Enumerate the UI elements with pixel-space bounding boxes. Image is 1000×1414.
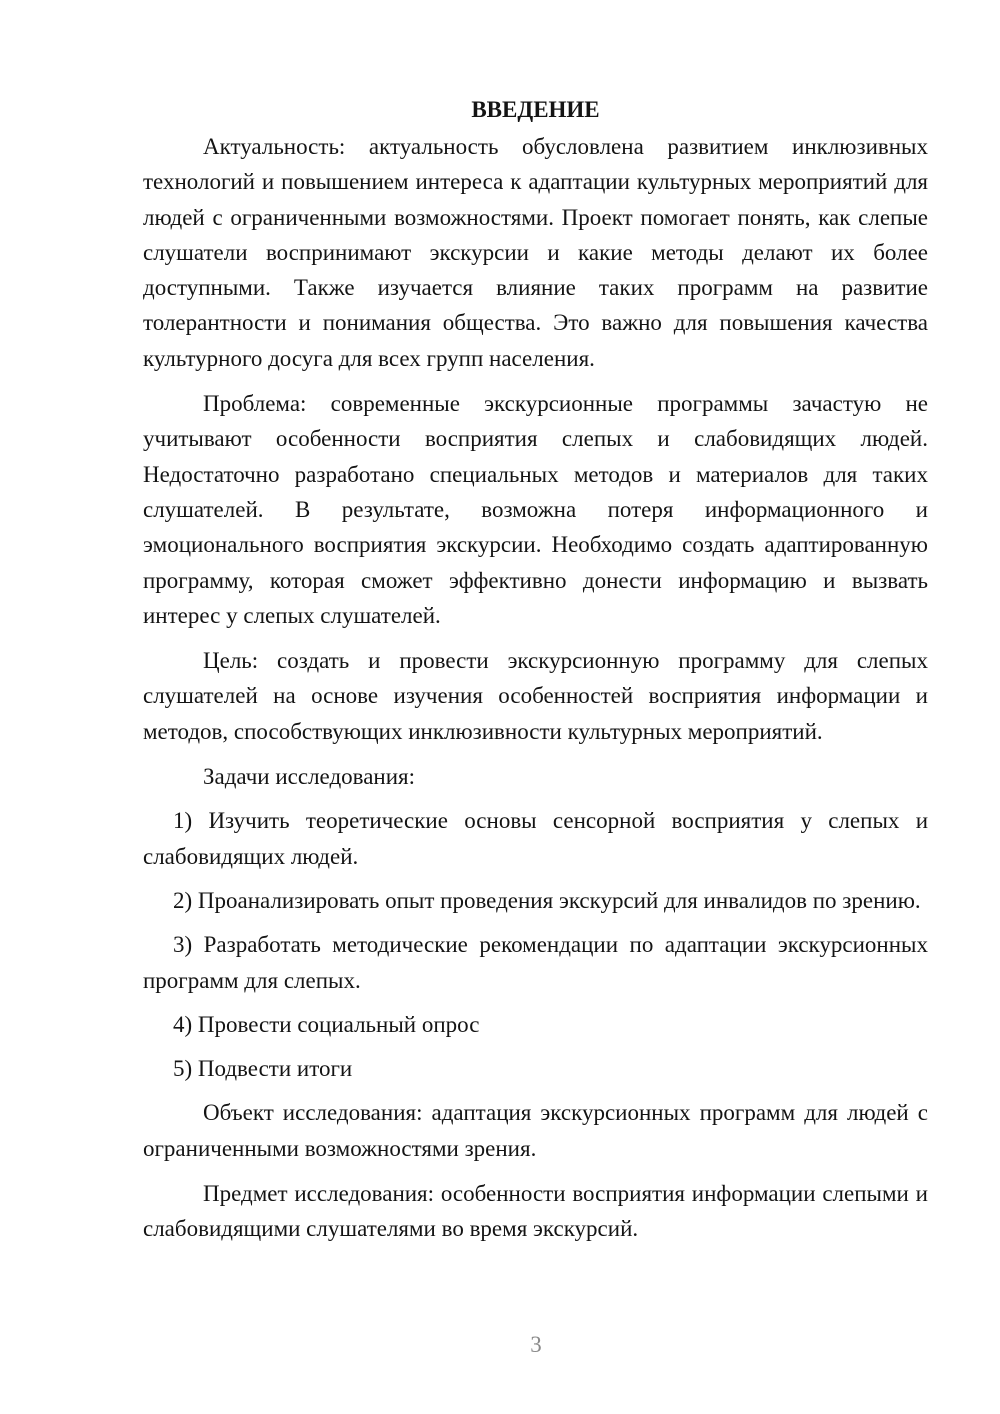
subject-paragraph: Предмет исследования: особенности восприятия информации слепыми и слабовидящими слушателями во время экскурсий.: [143, 1181, 928, 1242]
page-title: ВВЕДЕНИЕ: [471, 97, 600, 122]
goal-paragraph: Цель: создать и провести экскурсионную программу для слепых слушателей на основе изучения особенностей восприятия информации и методов, способствующих инклюзивности культурных мероприятий.: [143, 648, 928, 744]
tasks-heading: Задачи исследования:: [203, 764, 416, 790]
object-paragraph: Объект исследования: адаптация экскурсионных программ для людей с ограниченными возможностями зрения.: [143, 1100, 928, 1161]
document-page: [143, 92, 928, 1247]
task-item-1: 1) Изучить теоретические основы сенсорной восприятия у слепых и слабовидящих людей.: [143, 808, 928, 869]
task-item-3: 3) Разработать методические рекомендации по адаптации экскурсионных программ для слепых.: [143, 932, 928, 993]
task-item-5: 5) Подвести итоги: [173, 1056, 353, 1082]
problem-paragraph: Проблема: современные экскурсионные программы зачастую не учитывают особенности восприятия слепых и слабовидящих людей. Недостаточно разработано специальных методов и материалов для таких слушателей. В результате, возможна потеря информационного и эмоционального восприятия экскурсии. Необходимо создать адаптированную программу, которая сможет эффективно донести информацию и вызвать интерес у слепых слушателей.: [143, 391, 928, 628]
task-item-4: 4) Провести социальный опрос: [173, 1011, 480, 1037]
page-number: 3: [530, 1332, 542, 1357]
relevance-paragraph: Актуальность: актуальность обусловлена развитием инклюзивных технологий и повышением интереса к адаптации культурных мероприятий для людей с ограниченными возможностями. Проект помогает понять, как слепые слушатели воспринимают экскурсии и какие методы делают их более доступными. Также изучается влияние таких программ на развитие толерантности и понимания общества. Это важно для повышения качества культурного досуга для всех групп населения.: [143, 134, 928, 371]
task-item-2: 2) Проанализировать опыт проведения экскурсий для инвалидов по зрению.: [173, 887, 921, 913]
